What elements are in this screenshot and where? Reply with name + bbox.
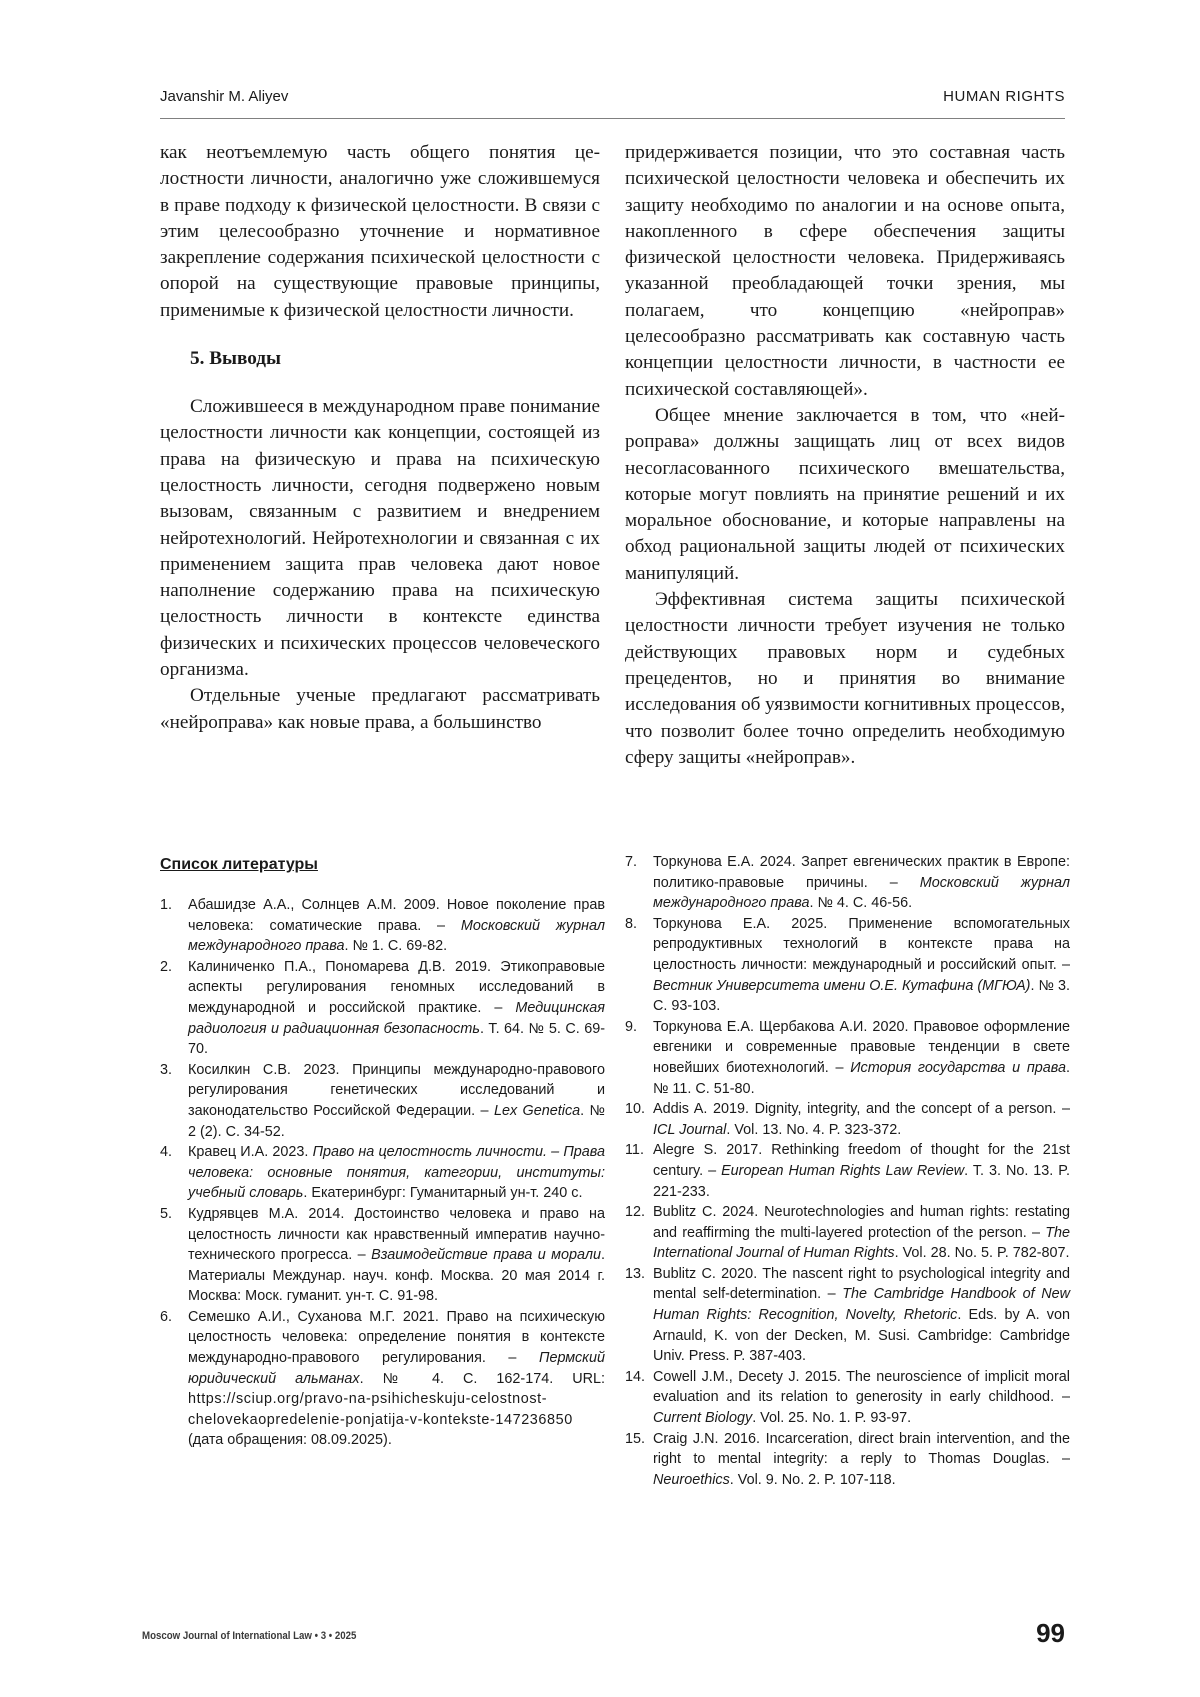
reference-details: . Материалы Междунар. науч. конф. Москва. 20 мая 2014 г. Москва: Моск. гуманит. ун-т. С. 91-98. (188, 1247, 605, 1305)
reference-text: Калиниченко П.А., Пономарева Д.В. 2019. Этикоправовые аспекты регулирования геномных исследований в международной и российской практике. – (188, 958, 605, 1016)
reference-details: . Vol. 28. No. 5. P. 782-807. (894, 1245, 1070, 1262)
reference-source: European Human Rights Law Review (721, 1162, 965, 1179)
reference-details: . Vol. 9. No. 2. P. 107-118. (729, 1471, 896, 1488)
reference-source: Взаимодействие права и морали (371, 1247, 601, 1264)
reference-item (160, 957, 605, 1060)
reference-text: Alegre S. 2017. Rethinking freedom of thought for the 21st century. – (653, 1142, 1070, 1179)
reference-number: 6. (160, 1308, 173, 1325)
body-paragraph: Сложившееся в международном праве понимание целостности личности как концепции, состоящей из права на физическую и права на психическую целостность личности, сегодня подвержено новым вызовам, связанным с развитием и внедрением нейротехнологий. Нейротехнологии и связанная с их применением защита прав человека дают новое наполнение содержанию права на психическую целостность личности в контексте единства физических и психических процессов человеческого организма. (160, 396, 600, 681)
reference-details: . № 4. С. 162-174. URL: (359, 1370, 605, 1387)
reference-item (625, 1099, 1070, 1140)
reference-item (160, 1204, 605, 1307)
reference-number: 9. (625, 1018, 638, 1035)
reference-url[interactable]: https://sciup.org/pravo-na-psihicheskuju-celostnost-chelovekaopredelenie-ponjatija-v-kontekste-147236850 (188, 1391, 573, 1428)
reference-text: Абашидзе А.А., Солнцев А.М. 2009. Новое поколение прав человека: соматические права. – (188, 897, 605, 934)
running-head-section: HUMAN RIGHTS (943, 88, 1065, 105)
reference-item (625, 1367, 1070, 1429)
reference-text: Кравец И.А. 2023. (188, 1144, 313, 1161)
reference-number: 8. (625, 915, 638, 932)
reference-number: 11. (625, 1142, 644, 1159)
reference-text: Торкунова Е.А. Щербакова А.И. 2020. Правовое оформление евгеники и современные правовые тенденции в свете новейших биотехнологий. – (653, 1018, 1070, 1076)
reference-details: . № 2 (2). С. 34-52. (188, 1102, 605, 1140)
reference-details: . Екатеринбург: Гуманитарный ун-т. 240 с. (303, 1185, 583, 1202)
reference-text: Косилкин С.В. 2023. Принципы международно-правового регулирования генетических исследований и законодательство Российской Федерации. – (188, 1061, 605, 1119)
body-paragraph: Отдельные ученые предлагают рассматривать «нейроправа» как новые права, а большинство (160, 685, 600, 733)
reference-number: 12. (625, 1204, 646, 1221)
reference-number: 14. (625, 1368, 646, 1385)
reference-text: Bublitz C. 2020. The nascent right to psychological integrity and mental self-determination. – (653, 1265, 1070, 1303)
body-paragraph: Эффективная система защиты психической целостности личности требует изучения не только действующих правовых норм и судебных прецедентов, но и принятия во внимание исследования об уязвимости когнитивных процессов, что позволит более точно определить необходимую сферу защиты «нейроправ». (625, 589, 1065, 768)
body-column-left (160, 140, 600, 736)
reference-source: ICL Journal (653, 1121, 727, 1138)
body-paragraph: придерживается позиции, что это составная часть психической целостности человека и обеспечить их защиту необходимо по аналогии и на основе опыта, накопленного в сфере обеспечения защиты физической целостности человека. Придерживаясь указанной преобладающей точки зрения, мы полагаем, что концепцию «нейроправ» целесообразно рассматривать как составную часть концепции целостности личности, в частности ее психической составляющей». (625, 142, 1065, 400)
reference-list-left (160, 895, 605, 1451)
reference-item (625, 1264, 1070, 1367)
header-rule (160, 118, 1065, 119)
body-column-right (625, 140, 1065, 771)
reference-text: Семешко А.И., Суханова М.Г. 2021. Право на психическую целостность человека: определение понятия в контексте международно-правового регулирования. – (188, 1308, 605, 1367)
references-right (625, 852, 1070, 1490)
reference-source: Current Biology (653, 1410, 753, 1427)
reference-number: 5. (160, 1205, 173, 1222)
reference-source: Право на целостность личности. – Права человека: основные понятия, категории, институты: учебный словарь (188, 1144, 605, 1202)
reference-number: 15. (625, 1430, 646, 1447)
reference-details: . № 4. С. 46-56. (809, 895, 913, 912)
reference-details: . № 1. С. 69-82. (344, 938, 448, 955)
reference-source: Пермский юридический альманах (188, 1350, 605, 1387)
reference-item (625, 914, 1070, 1017)
page-number: 99 (1036, 1618, 1065, 1648)
reference-source: Вестник Университета имени О.Е. Кутафина (МГЮА) (653, 977, 1031, 994)
reference-source: Lex Genetica (493, 1102, 581, 1119)
reference-text: Торкунова Е.А. 2024. Запрет евгенических практик в Европе: политико-правовые причины. – (653, 854, 1070, 891)
reference-details: . Vol. 13. No. 4. P. 323-372. (726, 1121, 902, 1138)
body-paragraph: как неотъемлемую часть общего понятия целостности личности, аналогично уже сложившемуся в праве подходу к физической целостности. В связи с этим целесообразно уточнение и нормативное закрепление содержания психической целостности с опорой на существующие правовые принципы, применимые к физической целостности личности. (160, 142, 600, 321)
reference-source: Московский журнал международного права (653, 874, 1071, 912)
reference-item (625, 1202, 1070, 1264)
running-head-author: Javanshir M. Aliyev (160, 88, 289, 105)
reference-details: . T. 3. No. 13. P. 221-233. (653, 1162, 1071, 1200)
reference-item (160, 1142, 605, 1204)
reference-text: Addis A. 2019. Dignity, integrity, and the concept of a person. – (653, 1101, 1070, 1118)
reference-source: Медицинская радиология и радиационная безопасность (188, 999, 605, 1037)
running-header (160, 86, 1065, 110)
reference-source: Neuroethics (653, 1471, 730, 1488)
reference-details: . № 3. С. 93-103. (653, 977, 1070, 1015)
reference-source: Московский журнал международного права (188, 917, 605, 955)
footer-journal: Moscow Journal of International Law • 3 • 2025 (142, 1630, 357, 1642)
reference-text: Craig J.N. 2016. Incarceration, direct brain intervention, and the right to mental integrity: a reply to Thomas Douglas. – (653, 1430, 1070, 1468)
reference-list-right (625, 852, 1070, 1490)
reference-source: The International Journal of Human Rights (653, 1224, 1070, 1262)
reference-item (625, 1429, 1070, 1491)
reference-item (160, 895, 605, 957)
reference-number: 2. (160, 958, 173, 975)
reference-details: . Vol. 25. No. 1. P. 93-97. (752, 1410, 912, 1427)
reference-item (625, 852, 1070, 914)
reference-source: The Cambridge Handbook of New Human Rights: Recognition, Novelty, Rhetoric (653, 1286, 1070, 1324)
reference-item (625, 1140, 1070, 1202)
reference-number: 13. (625, 1265, 646, 1282)
reference-details: . Т. 64. № 5. С. 69-70. (188, 1020, 605, 1058)
reference-item (625, 1017, 1070, 1099)
reference-item (160, 1060, 605, 1142)
reference-details: . № 11. С. 51-80. (653, 1059, 1070, 1097)
reference-details: . Eds. by A. von Arnauld, K. von der Decken, M. Susi. Cambridge: Cambridge Univ. Press. P. 387-403. (653, 1307, 1070, 1365)
reference-text: Bublitz C. 2024. Neurotechnologies and human rights: restating and reaffirming the multi-layered protection of the person. – (653, 1204, 1070, 1241)
section-heading: 5. Выводы (190, 348, 281, 370)
references-left (160, 855, 605, 1451)
reference-text: Торкунова Е.А. 2025. Применение вспомогательных репродуктивных технологий в контексте права на целостность личности: международный и российский опыт. – (653, 915, 1070, 973)
body-paragraph: Общее мнение заключается в том, что «нейроправа» должны защищать лиц от всех видов несогласованного психического вмешательства, которые могут повлиять на принятие решений и их моральное обоснование, и которые направлены на обход рациональной защиты людей от психических манипуляций. (625, 404, 1065, 584)
reference-access-date: (дата обращения: 08.09.2025). (188, 1432, 392, 1449)
reference-text: Кудрявцев М.А. 2014. Достоинство человека и право на целостность личности как нравственный императив научно-технического прогресса. – (188, 1205, 605, 1264)
reference-number: 1. (160, 897, 173, 913)
reference-number: 10. (625, 1101, 646, 1118)
reference-number: 3. (160, 1061, 173, 1078)
reference-number: 7. (625, 854, 638, 870)
reference-text: Cowell J.M., Decety J. 2015. The neuroscience of implicit moral evaluation and its relation to generosity in early childhood. – (653, 1368, 1070, 1406)
references-title: Список литературы (160, 856, 318, 873)
reference-number: 4. (160, 1144, 173, 1161)
reference-source: История государства и права (850, 1059, 1066, 1076)
reference-item (160, 1307, 605, 1451)
